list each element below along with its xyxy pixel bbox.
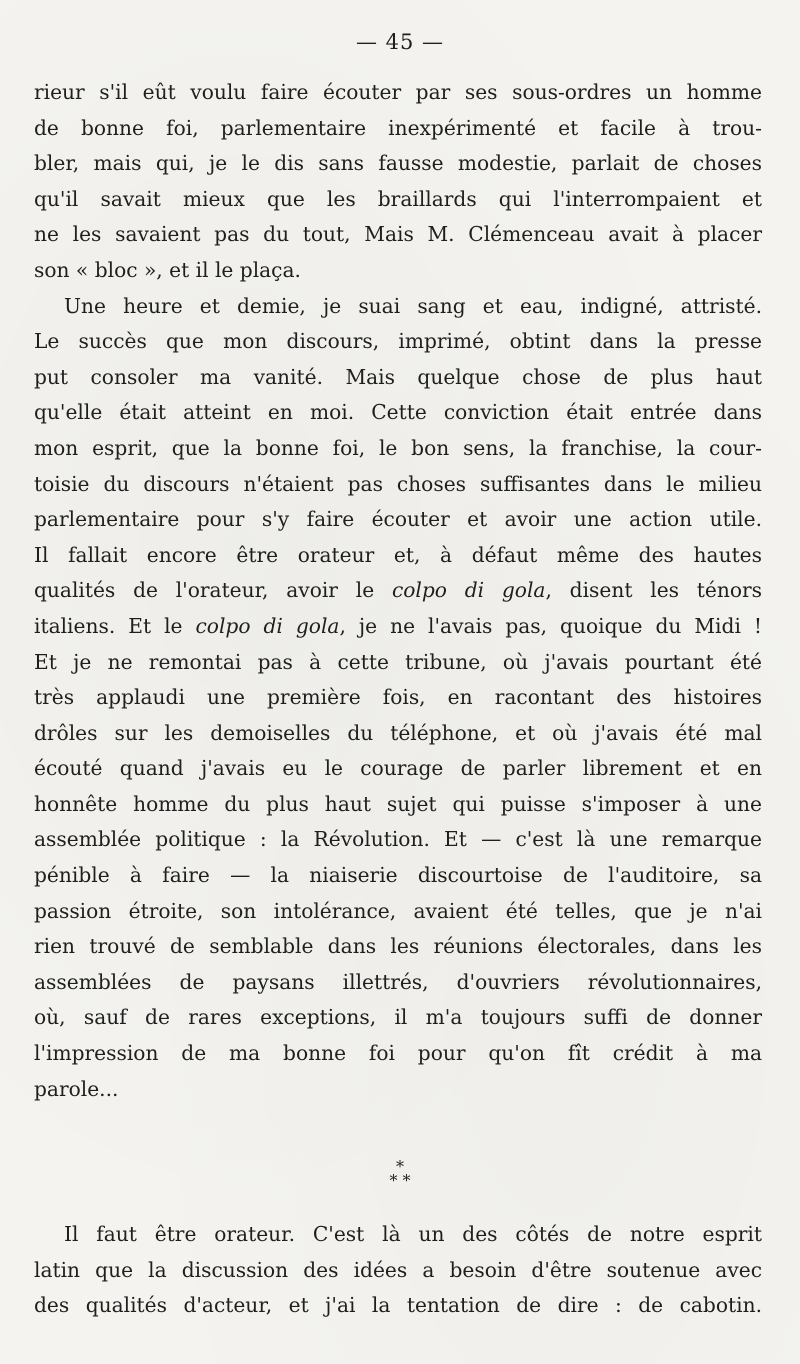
text-line: son « bloc », et il le plaça. (34, 257, 301, 282)
text-segment: , disent les ténors (545, 578, 763, 603)
text-line: où, sauf de rares exceptions, il m'a toujours suffi de donner (34, 1005, 762, 1030)
text-line: Il faut être orateur. C'est là un des côtés de notre esprit (64, 1222, 762, 1246)
section-break-star-top: * (396, 1157, 404, 1176)
text-line: mon esprit, que la bonne foi, le bon sens, la franchise, la cour- (34, 435, 762, 460)
text-line: honnête homme du plus haut sujet qui puisse s'imposer à une (34, 791, 762, 816)
section-break-stars-bottom: * * (389, 1171, 411, 1190)
text-line: pénible à faire — la niaiserie discourtoise de l'auditoire, sa (34, 863, 762, 888)
text-line: Le succès que mon discours, imprimé, obtint dans la presse (34, 329, 762, 354)
text-line: passion étroite, son intolérance, avaient été telles, que je n'ai (34, 898, 762, 923)
text-line: de bonne foi, parlementaire inexpérimenté et facile à trou- (34, 115, 762, 140)
text-line: latin que la discussion des idées a besoin d'être soutenue avec (34, 1257, 762, 1282)
text-segment: qualités de l'orateur, avoir le (34, 578, 392, 603)
section-break (0, 1157, 800, 1190)
text-line: qu'il savait mieux que les braillards qui l'interrompaient et (34, 186, 762, 211)
text-line: Et je ne remontai pas à cette tribune, où j'avais pourtant été (34, 649, 762, 674)
text-line: parole... (34, 1076, 119, 1101)
text-line: assemblées de paysans illettrés, d'ouvriers révolutionnaires, (34, 969, 762, 994)
text-line: drôles sur les demoiselles du téléphone, et où j'avais été mal (34, 720, 762, 745)
text-line-italic (34, 573, 762, 609)
text-line: Une heure et demie, je suai sang et eau, indigné, attristé. (64, 293, 762, 318)
text-line: Il fallait encore être orateur et, à défaut même des hautes (34, 542, 762, 567)
text-line: très applaudi une première fois, en racontant des histoires (34, 685, 762, 710)
text-line: des qualités d'acteur, et j'ai la tentation de dire : de cabotin. (34, 1293, 762, 1318)
italic-phrase: colpo di gola (195, 613, 340, 638)
text-line: qu'elle était atteint en moi. Cette conviction était entrée dans (34, 400, 762, 425)
body-text (34, 75, 762, 1107)
text-segment: italiens. Et le (34, 613, 196, 638)
text-line: toisie du discours n'étaient pas choses suffisantes dans le milieu (34, 471, 762, 496)
page-number: — 45 — (355, 30, 445, 54)
text-line: écouté quand j'avais eu le courage de parler librement et en (34, 756, 762, 781)
text-line: rien trouvé de semblable dans les réunions électorales, dans les (34, 934, 762, 959)
text-line-italic (34, 609, 762, 645)
text-line: put consoler ma vanité. Mais quelque chose de plus haut (34, 364, 762, 389)
body-text-continued (34, 1217, 762, 1324)
text-line: parlementaire pour s'y faire écouter et avoir une action utile. (34, 507, 762, 532)
italic-phrase: colpo di gola (391, 578, 546, 603)
text-line: bler, mais qui, je le dis sans fausse modestie, parlait de choses (34, 151, 762, 176)
text-line: ne les savaient pas du tout, Mais M. Clémenceau avait à placer (34, 222, 762, 247)
text-segment: , je ne l'avais pas, quoique du Midi ! (339, 613, 763, 638)
text-line: rieur s'il eût voulu faire écouter par ses sous-ordres un homme (34, 80, 762, 104)
text-line: assemblée politique : la Révolution. Et — c'est là une remarque (34, 827, 762, 852)
text-line: l'impression de ma bonne foi pour qu'on fît crédit à ma (34, 1041, 762, 1066)
